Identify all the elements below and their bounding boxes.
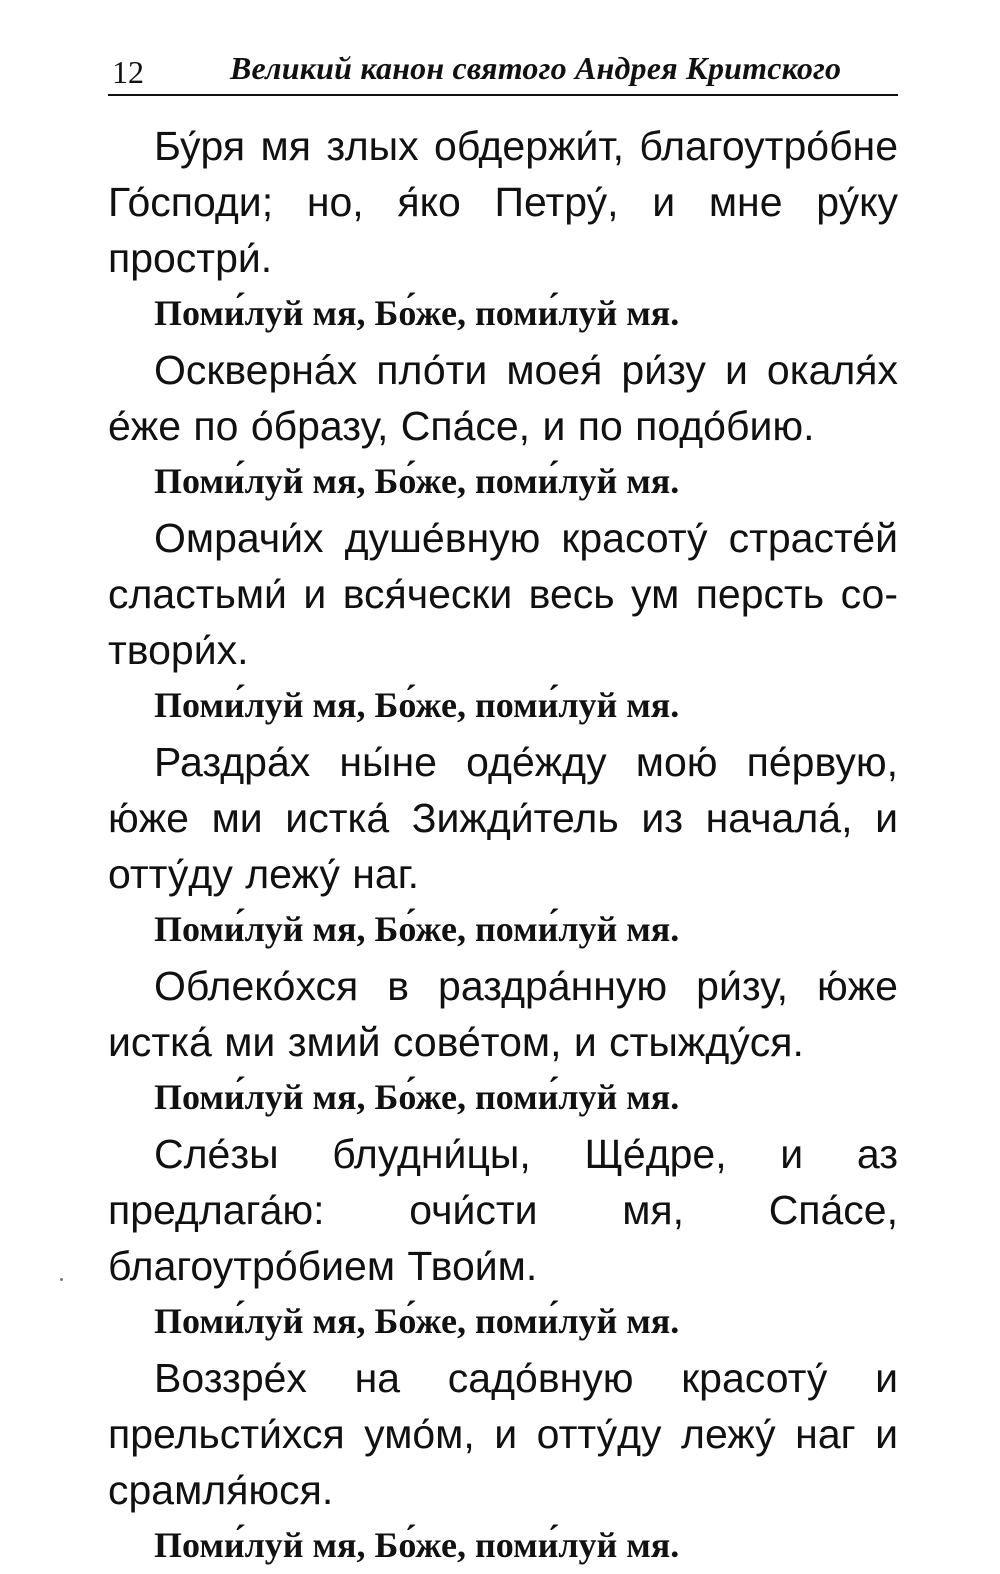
refrain-4: Поми́луй мя, Бо́же, поми́луй мя. bbox=[154, 909, 680, 949]
canon-text bbox=[108, 118, 898, 1574]
verse-5: Облеко́хся в раздра́нную ри́зу, ю́же истка́ ми змий сове́том, и стыжду́ся. bbox=[108, 963, 898, 1065]
refrain-6: Поми́луй мя, Бо́же, поми́луй мя. bbox=[154, 1301, 680, 1341]
print-speck bbox=[60, 1278, 63, 1281]
book-title: Великий канон святого Андрея Критского bbox=[230, 50, 842, 86]
running-header bbox=[108, 44, 898, 96]
refrain-1: Поми́луй мя, Бо́же, поми́луй мя. bbox=[154, 293, 680, 333]
verse-1: Бу́ря мя злых обдержи́т, благоутро́бне Го́споди; но, я́ко Петру́, и мне ру́ку простри́. bbox=[108, 123, 898, 281]
refrain-3: Поми́луй мя, Бо́же, поми́луй мя. bbox=[154, 685, 680, 725]
verse-2: Осквернáх пло́ти моея́ ри́зу и окаля́х е́же по о́бразу, Спа́се, и по подо́бию. bbox=[108, 347, 898, 449]
refrain-2: Поми́луй мя, Бо́же, поми́луй мя. bbox=[154, 461, 680, 501]
page-number: 12 bbox=[112, 54, 144, 90]
verse-3: Омрачи́х душе́вную красоту́ страсте́й сластьми́ и вся́чески весь ум персть сотвори́х. bbox=[108, 515, 898, 673]
verse-7: Воззре́х на садо́вную красоту́ и прельсти́хся умо́м, и отту́ду лежу́ наг и срамля́юся. bbox=[108, 1355, 898, 1513]
verse-6: Сле́зы блудни́цы, Ще́дре, и аз предлага́ю: очи́сти мя, Спа́се, благоутро́бием Твои́м. bbox=[108, 1131, 898, 1289]
refrain-7: Поми́луй мя, Бо́же, поми́луй мя. bbox=[154, 1525, 680, 1565]
verse-4: Раздра́х ны́не оде́жду мою́ пе́рвую, ю́же ми истка́ Зижди́тель из начала́, и отту́ду лежу́ наг. bbox=[108, 739, 898, 897]
refrain-5: Поми́луй мя, Бо́же, поми́луй мя. bbox=[154, 1077, 680, 1117]
